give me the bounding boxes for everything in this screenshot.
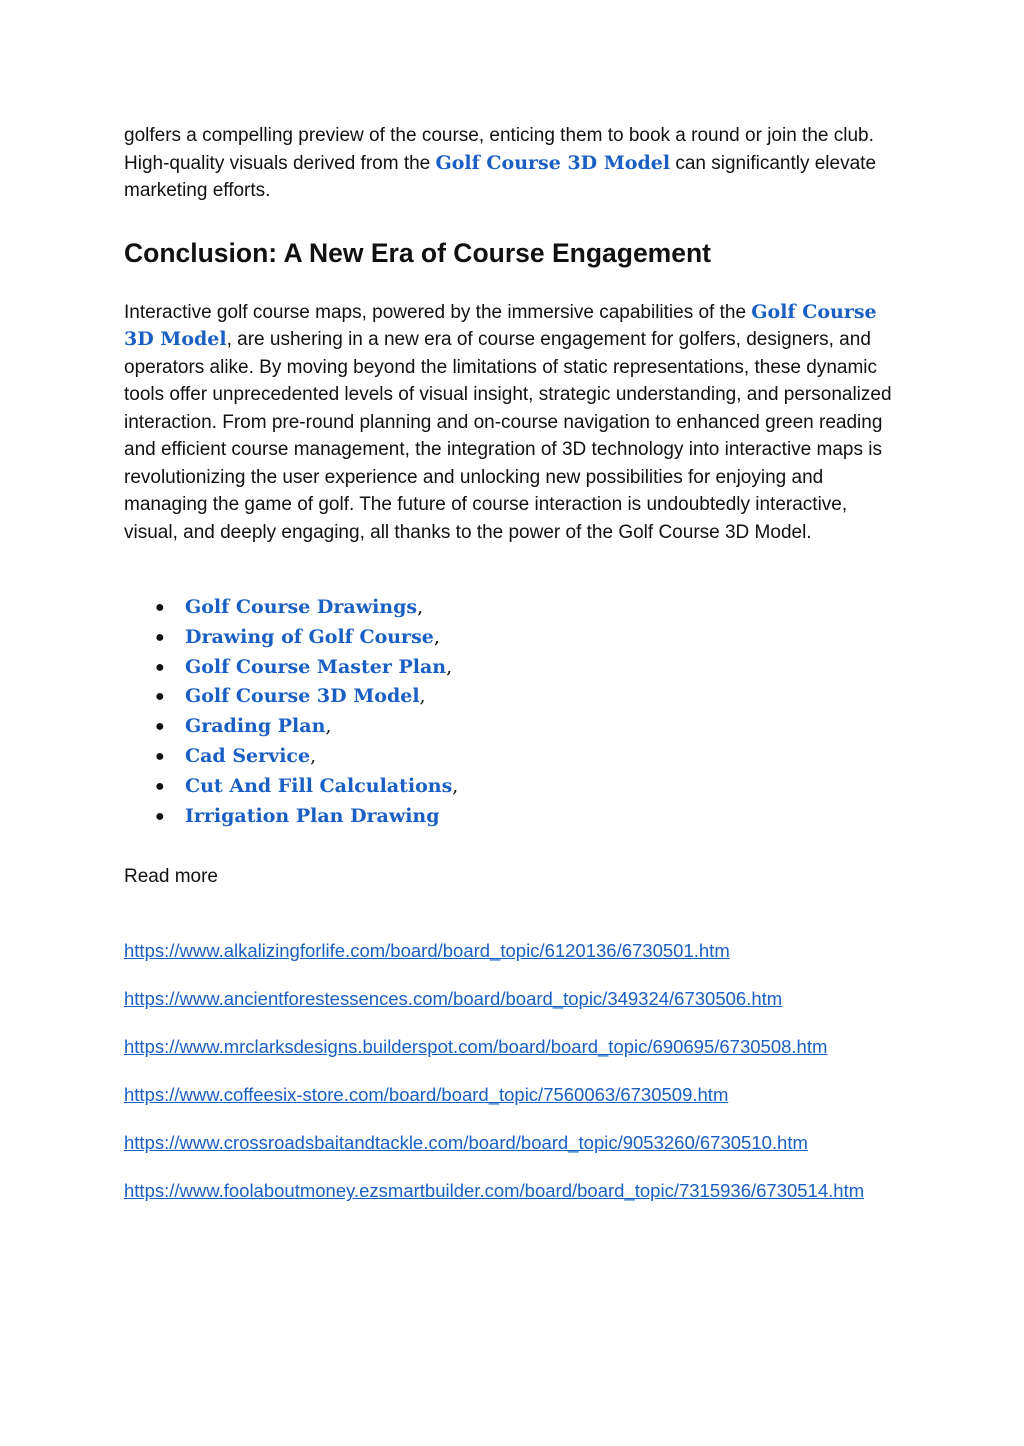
conclusion-paragraph [124,299,904,547]
list-item [124,772,904,802]
intro-text-after: can significantly elevate marketing efforts. [124,152,877,201]
conclusion-keyword-link[interactable]: Golf Course 3D Model [124,300,877,350]
document-page [124,122,904,1226]
list-item [124,802,904,832]
bullet-icon: ● [155,628,165,646]
service-link-list [124,593,904,831]
service-link-golf-course-master-plan[interactable]: Golf Course Master Plan [185,655,447,678]
service-link-golf-course-3d-model[interactable]: Golf Course 3D Model [185,685,420,708]
url-link-4[interactable]: https://www.coffeesix-store.com/board/board_topic/7560063/6730509.htm [124,1084,729,1106]
url-link-6[interactable]: https://www.foolaboutmoney.ezsmartbuilder.com/board/board_topic/7315936/6730514.htm [124,1180,865,1202]
service-link-irrigation-plan-drawing[interactable]: Irrigation Plan Drawing [185,804,440,827]
bullet-icon: ● [155,658,165,676]
list-separator: , [417,596,424,618]
intro-paragraph [124,122,904,205]
bullet-icon: ● [155,599,165,616]
intro-text-before: golfers a compelling preview of the course, enticing them to book a round or join the club. High-quality visuals derived from the [124,125,874,174]
list-item [124,742,904,772]
url-link-1[interactable]: https://www.alkalizingforlife.com/board/board_topic/6120136/6730501.htm [124,940,730,962]
list-separator: , [433,625,440,648]
url-link-3[interactable]: https://www.mrclarksdesigns.builderspot.com/board/board_topic/690695/6730508.htm [124,1036,828,1058]
intro-keyword-link[interactable]: Golf Course 3D Model [435,151,671,174]
list-item [124,712,904,742]
url-link-5[interactable]: https://www.crossroadsbaitandtackle.com/board/board_topic/9053260/6730510.htm [124,1132,808,1154]
bullet-icon: ● [155,807,165,825]
list-separator: , [446,655,453,678]
service-link-cut-and-fill-calculations[interactable]: Cut And Fill Calculations [185,774,453,797]
list-item [124,682,904,712]
conclusion-text-after: , are ushering in a new era of course engagement for golfers, designers, and operators alike. By moving beyond the limitations of static representations, these dynamic tools offer unprecedented levels of visual insight, strategic understanding, and personalized interaction. From pre-round planning and on-course navigation to enhanced green reading and efficient course management, the integration of 3D technology into interactive maps is revolutionizing the user experience and unlocking new possibilities for enjoying and managing the game of golf. The future of course interaction is undoubtedly interactive, visual, and deeply engaging, all thanks to the power of the Golf Course 3D Model. [124,329,892,543]
service-link-cad-service[interactable]: Cad Service [185,744,311,767]
list-separator: , [452,774,459,797]
conclusion-heading: Conclusion: A New Era of Course Engagement [124,237,711,268]
conclusion-text-before: Interactive golf course maps, powered by the immersive capabilities of the [124,301,752,323]
read-more-label: Read more [124,866,218,888]
list-separator: , [325,715,332,738]
url-link-2[interactable]: https://www.ancientforestessences.com/board/board_topic/349324/6730506.htm [124,988,783,1010]
bullet-icon: ● [155,777,165,795]
url-list [124,938,904,1203]
service-link-grading-plan[interactable]: Grading Plan [185,715,326,738]
service-link-drawing-of-golf-course[interactable]: Drawing of Golf Course [185,625,434,648]
bullet-icon: ● [155,747,165,765]
list-item [124,653,904,683]
list-separator: , [419,685,426,708]
list-item [124,593,904,623]
list-item [124,623,904,653]
bullet-icon: ● [155,688,165,706]
bullet-icon: ● [155,718,165,736]
list-separator: , [310,744,317,767]
service-link-golf-course-drawings[interactable]: Golf Course Drawings [185,596,418,618]
